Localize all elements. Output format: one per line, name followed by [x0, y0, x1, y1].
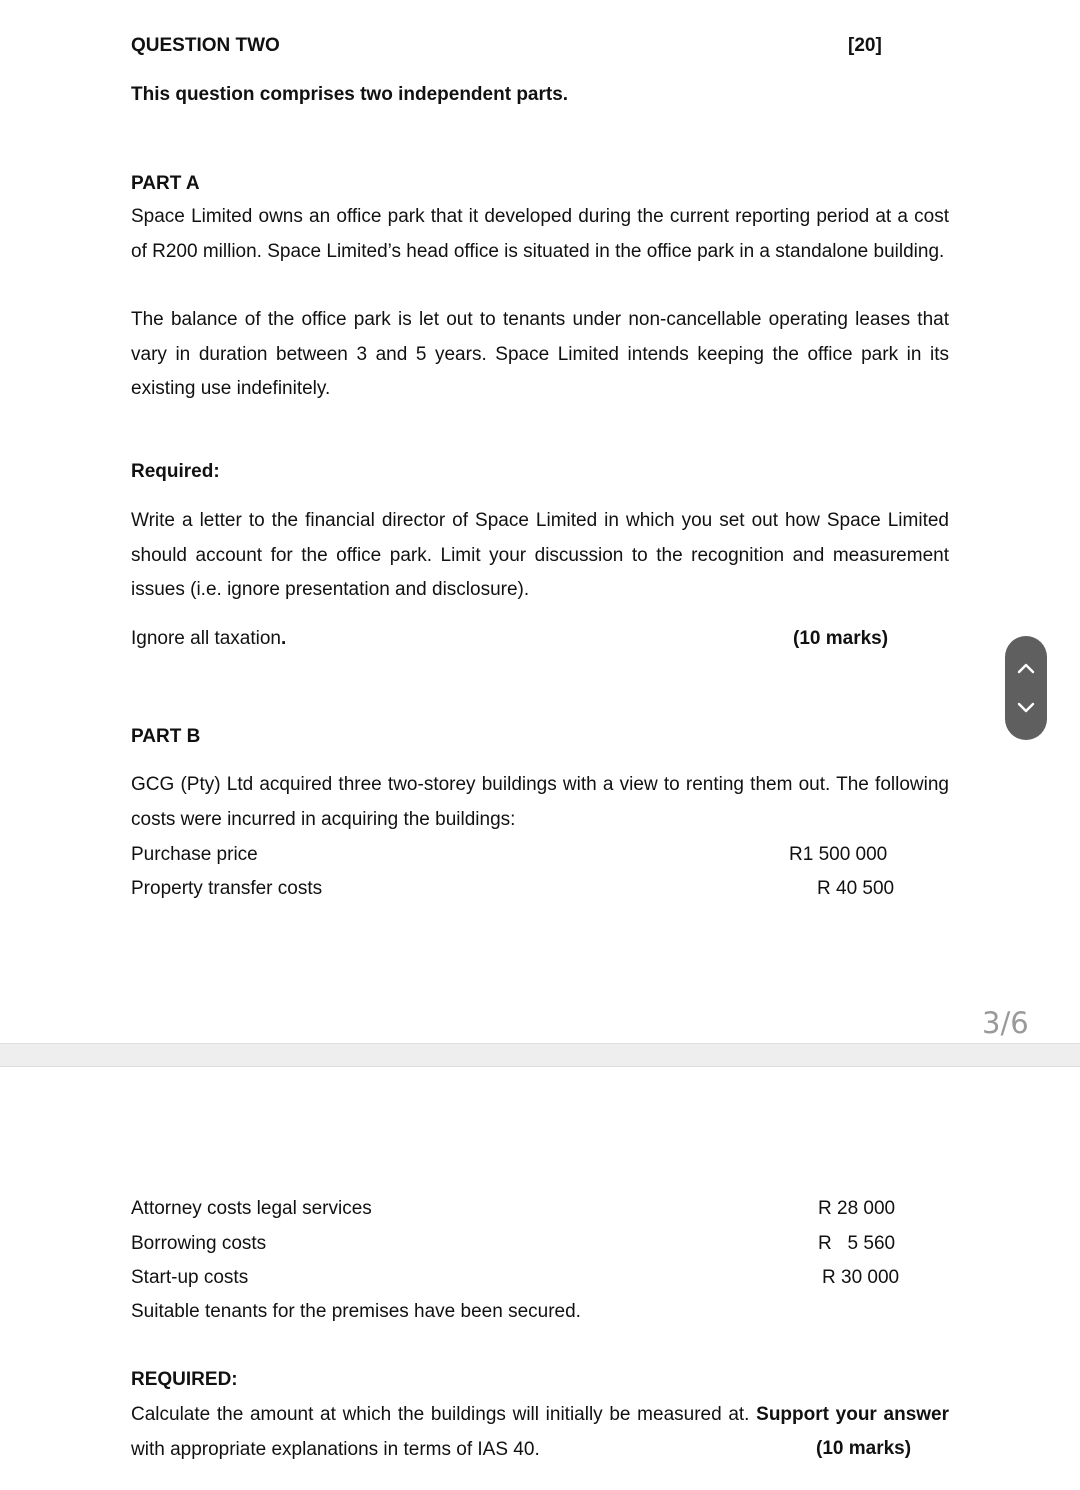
- part-a-required-label: Required:: [131, 461, 220, 482]
- previous-page-button[interactable]: [1005, 646, 1047, 690]
- required-text-2: with appropriate explanations in terms of IAS 40.: [131, 1438, 540, 1460]
- question-heading: QUESTION TWO: [131, 35, 280, 56]
- cost-amount: R1 500 000: [789, 844, 888, 865]
- cost-amount: R 30 000: [822, 1267, 900, 1288]
- page-separator: [0, 1043, 1080, 1067]
- part-a-paragraph-1: Space Limited owns an office park that it developed during the current reporting period at a cost of R200 million. Space Limited’s head office is situated in the office park in a standalone building.: [131, 206, 949, 262]
- required-text-1: Calculate the amount at which the buildings will initially be measured at.: [131, 1404, 750, 1425]
- chevron-up-icon: [1017, 662, 1035, 674]
- cost-label: Start-up costs: [131, 1267, 249, 1288]
- page-navigation: [1005, 636, 1047, 740]
- required-bold-1: Support your: [756, 1404, 877, 1425]
- cost-label: Attorney costs legal services: [131, 1198, 372, 1219]
- total-marks: [20]: [848, 35, 882, 56]
- part-a-paragraph-2: The balance of the office park is let out to tenants under non-cancellable operating leases that vary in duration between 3 and 5 years. Space Limited intends keeping the office park in its existing use indefinitely.: [131, 309, 949, 399]
- part-b-title: PART B: [131, 726, 201, 747]
- cost-amount: R 5 560: [818, 1233, 896, 1254]
- part-b-required-label: REQUIRED:: [131, 1369, 238, 1390]
- cost-amount: R 40 500: [817, 878, 895, 899]
- question-intro: This question comprises two independent parts.: [131, 84, 569, 105]
- tax-note-period: .: [281, 628, 287, 649]
- part-a-title: PART A: [131, 173, 200, 194]
- part-a-marks: (10 marks): [793, 628, 889, 649]
- tax-note: [131, 628, 286, 650]
- required-bold-2: answer: [883, 1404, 949, 1425]
- cost-amount: R 28 000: [818, 1198, 896, 1219]
- part-b-marks: (10 marks): [816, 1438, 912, 1459]
- chevron-down-icon: [1017, 702, 1035, 714]
- page-indicator: 3/6: [982, 1006, 1029, 1040]
- cost-label: Purchase price: [131, 844, 258, 865]
- tenants-note: Suitable tenants for the premises have been secured.: [131, 1301, 581, 1322]
- cost-label: Borrowing costs: [131, 1233, 267, 1254]
- cost-label: Property transfer costs: [131, 878, 323, 899]
- part-b-intro: GCG (Pty) Ltd acquired three two-storey buildings with a view to renting them out. The following costs were incurred in acquiring the buildings:: [131, 774, 949, 830]
- next-page-button[interactable]: [1005, 686, 1047, 730]
- part-a-required-text: Write a letter to the financial director of Space Limited in which you set out how Space Limited should account for the office park. Limit your discussion to the recognition and measurement issues (i.e. ignore presentation and disclosure).: [131, 510, 949, 600]
- tax-note-text: Ignore all taxation: [131, 628, 281, 649]
